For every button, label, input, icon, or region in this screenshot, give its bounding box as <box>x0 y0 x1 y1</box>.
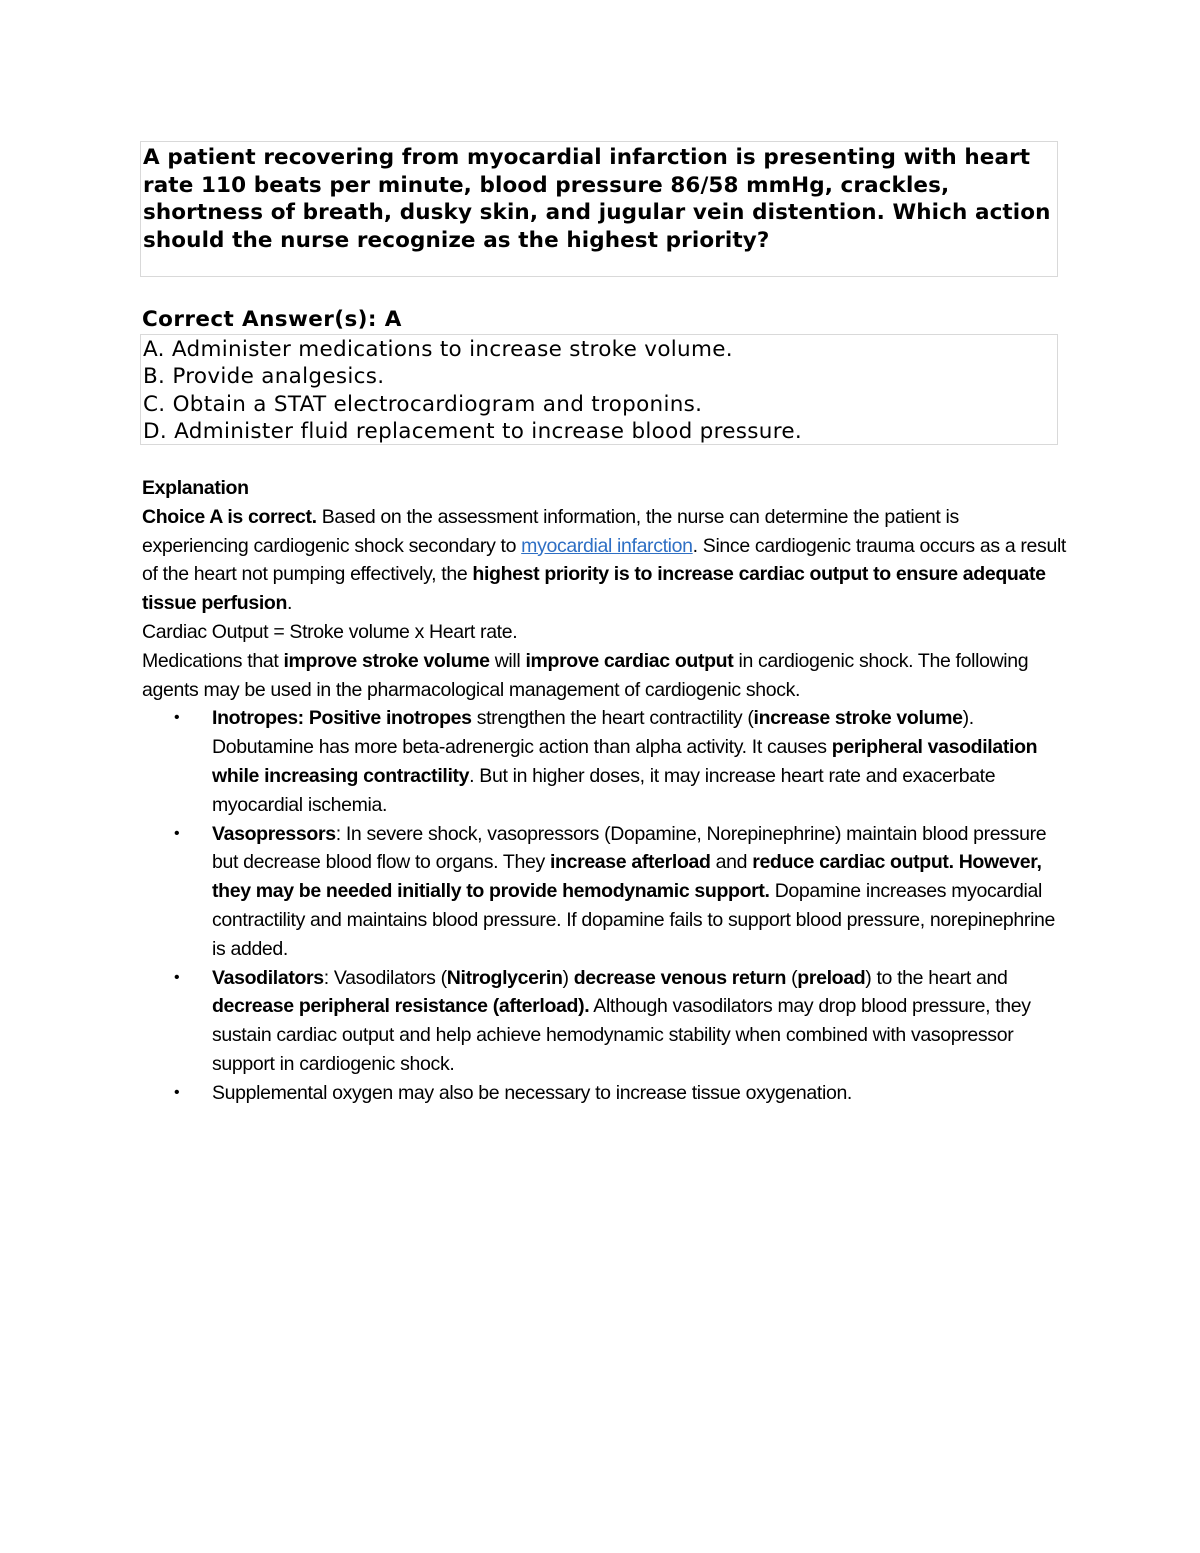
bold-span: reduce cardiac output. However, they may be needed initially to provide hemodynamic support. <box>212 851 1042 903</box>
bullet-icon: • <box>174 1083 180 1101</box>
text-span: Although vasodilators may drop blood pressure, they sustain cardiac output and help achieve hemodynamic stability when combined with vasopressor support in cardiogenic shock. <box>212 995 1031 1075</box>
question-text: A patient recovering from myocardial infarction is presenting with heart rate 110 beats per minute, blood pressure 86/58 mmHg, crackles, shortness of breath, dusky skin, and jugular vein distention. Which action should the nurse recognize as the highest priority? <box>143 145 1051 253</box>
bold-span: highest priority is to increase cardiac output to ensure adequate tissue perfusion <box>142 563 1046 615</box>
list-item-oxygen <box>142 1079 1067 1108</box>
bold-span: improve cardiac output <box>525 649 734 672</box>
bullet-icon: • <box>174 968 180 986</box>
bullet-icon: • <box>174 709 180 727</box>
cardiac-output-formula: Cardiac Output = Stroke volume x Heart rate. <box>142 620 518 643</box>
text-span: Based on the assessment information, the nurse can determine the patient is experiencing cardiogenic shock secondary to <box>142 505 959 557</box>
bullet-icon: • <box>174 824 180 842</box>
text-span: : In severe shock, vasopressors (Dopamine, Norepinephrine) maintain blood pressure but decrease blood flow to organs. They <box>212 822 1047 874</box>
question-box <box>140 141 1058 277</box>
option-d: D. Administer fluid replacement to increase blood pressure. <box>143 418 803 444</box>
bold-span: peripheral vasodilation while increasing contractility <box>212 736 1038 787</box>
option-c: C. Obtain a STAT electrocardiogram and troponins. <box>143 391 703 417</box>
text-span: . <box>287 592 293 615</box>
explanation-section <box>142 474 1067 1108</box>
agents-list <box>142 704 1067 1107</box>
option-a: A. Administer medications to increase stroke volume. <box>143 337 733 362</box>
choice-verdict: Choice A is correct. <box>142 505 317 528</box>
bold-span: Vasodilators <box>212 966 324 989</box>
bold-span: improve stroke volume <box>283 649 490 672</box>
medications-paragraph <box>142 647 1067 705</box>
bold-span: Vasopressors <box>212 822 336 845</box>
text-span: Medications that <box>142 649 284 672</box>
bold-span: Nitroglycerin <box>446 966 563 989</box>
text-span: ) to the heart and <box>865 966 1008 989</box>
text-span: ) <box>562 966 574 989</box>
explanation-heading: Explanation <box>142 477 249 499</box>
text-span: and <box>710 851 753 874</box>
text-span: ( <box>786 966 798 989</box>
bold-span: Inotropes: Positive inotropes <box>212 707 472 730</box>
option-b: B. Provide analgesics. <box>143 364 385 390</box>
text-span: . Since cardiogenic trauma occurs as a result of the heart not pumping effectively, the <box>142 534 1067 586</box>
text-span: : Vasodilators ( <box>323 966 447 989</box>
text-span: strengthen the heart contractility ( <box>471 707 754 730</box>
list-item-vasodilators <box>142 964 1067 1079</box>
bold-span: increase stroke volume <box>753 707 963 730</box>
bold-span: increase afterload <box>549 851 711 874</box>
text-span: ). Dobutamine has more beta-adrenergic action than alpha activity. It causes <box>212 707 974 759</box>
correct-answer-heading: Correct Answer(s): A <box>142 307 402 332</box>
list-item-inotropes <box>142 704 1067 819</box>
text-span: in cardiogenic shock. The following agents may be used in the pharmacological management of cardiogenic shock. <box>142 649 1029 701</box>
list-item-vasopressors <box>142 820 1067 964</box>
explanation-paragraph <box>142 503 1067 618</box>
bold-span: preload <box>797 966 866 989</box>
bold-span: decrease peripheral resistance (afterload). <box>212 995 590 1018</box>
bold-span: decrease venous return <box>573 966 787 989</box>
text-span: Supplemental oxygen may also be necessary to increase tissue oxygenation. <box>212 1081 853 1104</box>
text-span: will <box>489 649 526 672</box>
text-span: Dopamine increases myocardial contractility and maintains blood pressure. If dopamine fails to support blood pressure, norepinephrine is added. <box>212 880 1056 960</box>
myocardial-infarction-link[interactable]: myocardial infarction <box>521 534 693 557</box>
text-span: . But in higher doses, it may increase heart rate and exacerbate myocardial ischemia. <box>212 764 996 816</box>
answer-options <box>140 334 1058 445</box>
